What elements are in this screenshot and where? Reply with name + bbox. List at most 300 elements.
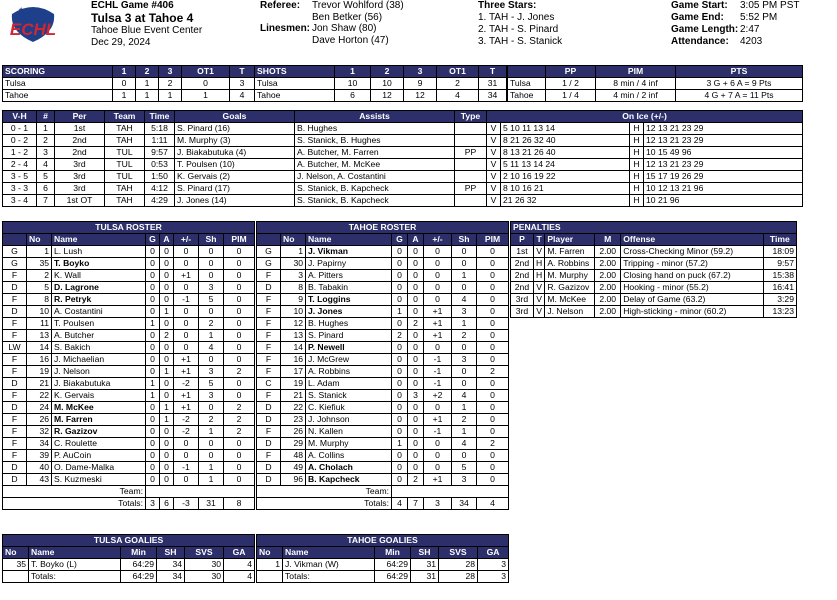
roster-row [3, 282, 255, 294]
roster-cell: 0 [477, 306, 509, 318]
roster-cell: -2 [174, 426, 199, 438]
g-header: G [146, 234, 160, 246]
sh-header: Sh [452, 234, 477, 246]
roster-cell: 0 [224, 390, 255, 402]
table-cell: TAH [105, 135, 145, 147]
table-cell: S. Pinard (16) [175, 123, 295, 135]
roster-cell: F [257, 426, 281, 438]
roster-cell: 0 [477, 390, 509, 402]
a-header: A [408, 234, 424, 246]
roster-row [3, 354, 255, 366]
roster-cell: 0 [452, 246, 477, 258]
assists-header: Assists [295, 111, 455, 123]
roster-cell: M. Murphy [306, 438, 392, 450]
roster-cell: 0 [224, 294, 255, 306]
special-header-row [508, 66, 803, 78]
time-header: Time [145, 111, 175, 123]
roster-cell: J. Michaelian [52, 354, 146, 366]
totals-label: Totals: [3, 498, 146, 510]
roster-cell: 0 [224, 306, 255, 318]
roster-cell: 21 [281, 390, 306, 402]
table-cell: 10 12 13 21 96 [644, 183, 803, 195]
svg-text:★ ★ ★: ★ ★ ★ [18, 6, 42, 14]
roster-cell: 2 [452, 330, 477, 342]
roster-cell: 10 [27, 306, 52, 318]
roster-cell: 0 [424, 246, 452, 258]
roster-cell: 1 [452, 402, 477, 414]
roster-row [257, 306, 509, 318]
table-cell: 3 - 4 [3, 195, 37, 207]
shots-total-header: T [479, 66, 507, 78]
roster-cell: 2 [408, 318, 424, 330]
table-row [3, 559, 255, 571]
table-cell: V [487, 135, 501, 147]
roster-cell: 0 [146, 306, 160, 318]
goalie-total-min: 64:29 [375, 571, 411, 583]
roster-cell: 0 [160, 450, 174, 462]
table-cell: 3rd [55, 183, 105, 195]
roster-cell: 5 [199, 294, 224, 306]
linesman-1: Jon Shaw (80) [312, 23, 377, 34]
roster-cell: +1 [174, 354, 199, 366]
roster-cell: 0 [146, 426, 160, 438]
matchup-title: Tulsa 3 at Tahoe 4 [91, 11, 194, 25]
roster-cell: +1 [424, 330, 452, 342]
roster-cell: 0 [224, 330, 255, 342]
roster-cell: F [3, 330, 27, 342]
roster-cell: R. Gazizov [52, 426, 146, 438]
game-length: 2:47 [740, 24, 760, 35]
table-cell: B. Hughes [295, 123, 455, 135]
table-cell: TUL [105, 147, 145, 159]
per-header: Per [55, 111, 105, 123]
roster-row [3, 318, 255, 330]
total-g: 4 [392, 498, 408, 510]
tahoe-roster-title-row [257, 222, 509, 234]
roster-cell: C. Kiefiuk [306, 402, 392, 414]
table-cell: 12 13 21 23 29 [644, 135, 803, 147]
table-cell: 3:29 [763, 294, 796, 306]
pen-minutes-header: M [595, 234, 621, 246]
goalie-svs-header: SVS [185, 547, 224, 559]
table-cell [455, 159, 487, 171]
roster-cell: 0 [199, 402, 224, 414]
table-cell: 13:23 [763, 306, 796, 318]
total-g: 3 [146, 498, 160, 510]
roster-cell: 0 [424, 438, 452, 450]
roster-cell: 1 [160, 306, 174, 318]
roster-row [257, 402, 509, 414]
table-cell: M. Murphy [545, 270, 595, 282]
referee-1: Trevor Wohlford (38) [312, 0, 404, 11]
table-cell: 64:29 [375, 559, 411, 571]
roster-cell: 3 [408, 390, 424, 402]
roster-row [3, 450, 255, 462]
table-cell [455, 171, 487, 183]
roster-cell: A. Cholach [306, 462, 392, 474]
goalie-sh-header: SH [411, 547, 439, 559]
roster-cell: C. Roulette [52, 438, 146, 450]
roster-row [257, 294, 509, 306]
roster-cell: 0 [160, 258, 174, 270]
table-cell: 0 [182, 78, 230, 90]
roster-cell: 0 [408, 282, 424, 294]
table-cell: S. Pinard (17) [175, 183, 295, 195]
name-header: Name [52, 234, 146, 246]
table-cell: 2nd [511, 270, 534, 282]
table-cell: 9 [404, 78, 437, 90]
roster-cell: F [257, 390, 281, 402]
table-cell: V [487, 147, 501, 159]
goalie-ga-header: GA [478, 547, 509, 559]
table-cell: T. Poulsen (10) [175, 159, 295, 171]
table-row [511, 270, 797, 282]
roster-cell: 2 [477, 438, 509, 450]
table-cell: Tulsa [3, 78, 113, 90]
roster-cell: -1 [424, 426, 452, 438]
roster-cell: 3 [199, 366, 224, 378]
table-cell: 1 [159, 90, 182, 102]
roster-cell: 2 [199, 318, 224, 330]
roster-cell: 16 [281, 354, 306, 366]
attendance-label: Attendance: [671, 36, 729, 47]
name-header: Name [306, 234, 392, 246]
roster-cell: J. Vikman [306, 246, 392, 258]
roster-cell: 8 [281, 282, 306, 294]
table-cell: V [487, 171, 501, 183]
total-pm: 3 [424, 498, 452, 510]
roster-cell: T. Loggins [306, 294, 392, 306]
roster-cell: 0 [392, 450, 408, 462]
roster-cell: 0 [146, 474, 160, 486]
table-cell: 8 21 26 32 40 [501, 135, 630, 147]
roster-row [257, 366, 509, 378]
pim-header: PIM [224, 234, 255, 246]
roster-cell: 0 [392, 462, 408, 474]
roster-cell: 0 [477, 294, 509, 306]
table-cell: 3 G + 6 A = 9 Pts [676, 78, 803, 90]
game-start: 3:05 PM PST [740, 0, 800, 11]
table-cell: K. Gervais (2) [175, 171, 295, 183]
table-cell: V [533, 246, 544, 258]
no-header: No [27, 234, 52, 246]
vh-header: V-H [3, 111, 37, 123]
team-header: Team [105, 111, 145, 123]
table-row [257, 559, 509, 571]
game-date: Dec 29, 2024 [91, 37, 151, 48]
table-cell: 12 [404, 90, 437, 102]
roster-row [3, 342, 255, 354]
roster-cell: 0 [160, 318, 174, 330]
table-cell: 5 11 13 14 24 [501, 159, 630, 171]
table-cell: 4 [224, 559, 255, 571]
roster-cell: S. Bakich [52, 342, 146, 354]
roster-cell: 0 [392, 294, 408, 306]
roster-cell: 1 [160, 402, 174, 414]
roster-cell: J. Jones [306, 306, 392, 318]
roster-row [3, 474, 255, 486]
tulsa-goalies-totals-row [3, 571, 255, 583]
roster-cell: -1 [174, 462, 199, 474]
penalties-title: PENALTIES [511, 222, 797, 234]
table-row [3, 171, 803, 183]
tulsa-totals-row [3, 498, 255, 510]
table-cell: A. Robbins [545, 258, 595, 270]
roster-cell: 2 [199, 414, 224, 426]
goalie-total-svs: 28 [439, 571, 478, 583]
on-ice-header: On Ice (+/-) [487, 111, 803, 123]
roster-cell: J. McGrew [306, 354, 392, 366]
sh-header: Sh [199, 234, 224, 246]
roster-cell: S. Pinard [306, 330, 392, 342]
goalie-totals-label: Totals: [29, 571, 121, 583]
roster-cell: 0 [146, 282, 160, 294]
table-cell: Hooking - minor (55.2) [621, 282, 763, 294]
table-cell: 2.00 [595, 282, 621, 294]
roster-cell: 4 [452, 294, 477, 306]
roster-cell: 34 [27, 438, 52, 450]
roster-cell: D [3, 402, 27, 414]
roster-row [3, 378, 255, 390]
roster-cell: 2 [224, 426, 255, 438]
roster-cell: 0 [146, 246, 160, 258]
tulsa-roster-header-row [3, 234, 255, 246]
roster-cell: 0 [160, 246, 174, 258]
roster-cell: M. McKee [52, 402, 146, 414]
table-cell: 6 [335, 90, 371, 102]
table-cell: 2.00 [595, 246, 621, 258]
shots-header-row [255, 66, 507, 78]
tahoe-goalies-title: TAHOE GOALIES [257, 535, 509, 547]
roster-cell: D [257, 474, 281, 486]
roster-cell: N. Kallen [306, 426, 392, 438]
roster-cell: 12 [281, 318, 306, 330]
roster-cell: F [257, 270, 281, 282]
roster-cell: F [257, 306, 281, 318]
roster-cell: 0 [146, 330, 160, 342]
roster-cell: -2 [174, 378, 199, 390]
table-cell: R. Gazizov [545, 282, 595, 294]
tulsa-goalies-title-row [3, 535, 255, 547]
table-cell: 1 [37, 123, 55, 135]
scoring-table [2, 65, 255, 102]
roster-cell: 17 [281, 366, 306, 378]
pen-offense-header: Offense [621, 234, 763, 246]
roster-cell: 0 [199, 450, 224, 462]
shots-body [255, 78, 507, 102]
roster-cell: K. Wall [52, 270, 146, 282]
roster-cell: 0 [408, 402, 424, 414]
table-cell: 10 [335, 78, 371, 90]
table-cell: 6 [37, 183, 55, 195]
tahoe-roster-title: TAHOE ROSTER [257, 222, 509, 234]
table-cell: 4:12 [145, 183, 175, 195]
roster-cell: 0 [392, 246, 408, 258]
goalie-total-sh: 34 [157, 571, 185, 583]
roster-cell: 0 [452, 450, 477, 462]
table-row [3, 90, 255, 102]
table-row [511, 306, 797, 318]
roster-row [3, 402, 255, 414]
roster-row [257, 462, 509, 474]
roster-cell: 5 [199, 378, 224, 390]
roster-cell: 1 [199, 426, 224, 438]
roster-cell: 0 [408, 258, 424, 270]
roster-row [3, 426, 255, 438]
roster-row [3, 258, 255, 270]
table-cell: S. Stanick, B. Kapcheck [295, 195, 455, 207]
table-cell: 1:50 [145, 171, 175, 183]
table-cell: 64:29 [121, 559, 157, 571]
roster-cell: 0 [408, 378, 424, 390]
table-cell: 2.00 [595, 306, 621, 318]
tulsa-roster-title: TULSA ROSTER [3, 222, 255, 234]
roster-cell: 0 [477, 414, 509, 426]
tahoe-team-row [257, 486, 509, 498]
roster-cell: 4 [452, 390, 477, 402]
goals-header-row [3, 111, 803, 123]
table-cell: J. Jones (14) [175, 195, 295, 207]
venue: Tahoe Blue Event Center [91, 25, 203, 36]
table-cell: 2.00 [595, 294, 621, 306]
scoring-header: SCORING [3, 66, 113, 78]
roster-cell: 0 [408, 330, 424, 342]
table-cell: M. McKee [545, 294, 595, 306]
table-row [3, 147, 803, 159]
roster-cell: 0 [160, 378, 174, 390]
roster-cell: 0 [477, 354, 509, 366]
shots-period-1-header: 1 [335, 66, 371, 78]
pen-time-header: Time [763, 234, 796, 246]
roster-cell: 0 [224, 474, 255, 486]
shots-period-3-header: 3 [404, 66, 437, 78]
table-cell: 2.00 [595, 270, 621, 282]
roster-row [257, 318, 509, 330]
game-start-label: Game Start: [671, 0, 728, 11]
table-cell: S. Stanick, B. Hughes [295, 135, 455, 147]
roster-cell: 0 [160, 270, 174, 282]
tahoe-roster-header-row [257, 234, 509, 246]
goalie-total-svs: 30 [185, 571, 224, 583]
scoring-header-row [3, 66, 255, 78]
roster-cell: 0 [452, 378, 477, 390]
roster-cell: +1 [174, 270, 199, 282]
roster-cell: B. Hughes [306, 318, 392, 330]
table-cell: 1 / 2 [546, 78, 596, 90]
table-cell: 5 10 11 13 14 [501, 123, 630, 135]
roster-cell: D [3, 306, 27, 318]
roster-row [257, 354, 509, 366]
roster-cell: 0 [146, 342, 160, 354]
roster-cell: 0 [146, 450, 160, 462]
game-end-label: Game End: [671, 12, 724, 23]
echl-logo [4, 2, 62, 48]
roster-cell: 0 [392, 474, 408, 486]
roster-cell: F [3, 438, 27, 450]
pim-header: PIM [596, 66, 676, 78]
roster-cell: 0 [392, 402, 408, 414]
table-cell: Cross-Checking Minor (59.2) [621, 246, 763, 258]
table-cell: 0:53 [145, 159, 175, 171]
special-teams-table [507, 65, 803, 102]
total-sh: 34 [452, 498, 477, 510]
roster-cell: 0 [452, 258, 477, 270]
roster-cell: G [3, 258, 27, 270]
roster-cell: B. Kapcheck [306, 474, 392, 486]
table-cell: 31 [411, 559, 439, 571]
roster-cell: 0 [424, 294, 452, 306]
goals-col-header: Goals [175, 111, 295, 123]
table-cell: 2nd [511, 282, 534, 294]
tahoe-goalies-header-row [257, 547, 509, 559]
roster-cell: 0 [224, 282, 255, 294]
roster-cell: -1 [174, 294, 199, 306]
roster-row [257, 390, 509, 402]
roster-cell: 0 [452, 342, 477, 354]
roster-cell: F [257, 366, 281, 378]
table-row [511, 258, 797, 270]
roster-cell: -1 [424, 366, 452, 378]
roster-cell: 0 [477, 426, 509, 438]
table-cell: H [630, 135, 644, 147]
total-pim: 4 [477, 498, 509, 510]
roster-cell: LW [3, 342, 27, 354]
tahoe-goalies-table [256, 534, 509, 583]
roster-cell: 19 [27, 366, 52, 378]
goals-table [2, 110, 803, 207]
table-cell: M. Farren [545, 246, 595, 258]
table-cell: J. Biakabutuka (4) [175, 147, 295, 159]
table-cell: 1 - 2 [3, 147, 37, 159]
table-row [3, 78, 255, 90]
roster-cell: B. Tabakin [306, 282, 392, 294]
table-cell: H [630, 147, 644, 159]
roster-cell: 0 [392, 270, 408, 282]
game-length-label: Game Length: [671, 24, 739, 35]
roster-cell: R. Petryk [52, 294, 146, 306]
roster-cell: +1 [174, 366, 199, 378]
table-cell [455, 123, 487, 135]
roster-cell: 3 [199, 282, 224, 294]
roster-cell: 13 [27, 330, 52, 342]
tulsa-goalies-table [2, 534, 255, 583]
table-cell: High-sticking - minor (60.2) [621, 306, 763, 318]
total-header: T [230, 66, 255, 78]
roster-cell: F [257, 330, 281, 342]
roster-cell: +1 [174, 402, 199, 414]
roster-cell: 14 [281, 342, 306, 354]
linesman-2: Dave Horton (47) [312, 35, 389, 46]
roster-cell: D [3, 378, 27, 390]
roster-cell: 1 [146, 390, 160, 402]
roster-cell: F [3, 318, 27, 330]
table-row [3, 183, 803, 195]
roster-cell: 0 [224, 354, 255, 366]
roster-cell: 0 [477, 378, 509, 390]
roster-cell: T. Boyko [52, 258, 146, 270]
roster-cell: 1 [392, 306, 408, 318]
table-cell: 5 [37, 171, 55, 183]
table-cell: Tahoe [3, 90, 113, 102]
table-cell: 5:18 [145, 123, 175, 135]
table-cell: Delay of Game (63.2) [621, 294, 763, 306]
roster-cell: +1 [424, 474, 452, 486]
table-cell: 35 [3, 559, 29, 571]
roster-cell: G [257, 246, 281, 258]
roster-cell: L. Adam [306, 378, 392, 390]
table-cell: 15 17 19 26 29 [644, 171, 803, 183]
goalie-name-header: Name [29, 547, 121, 559]
